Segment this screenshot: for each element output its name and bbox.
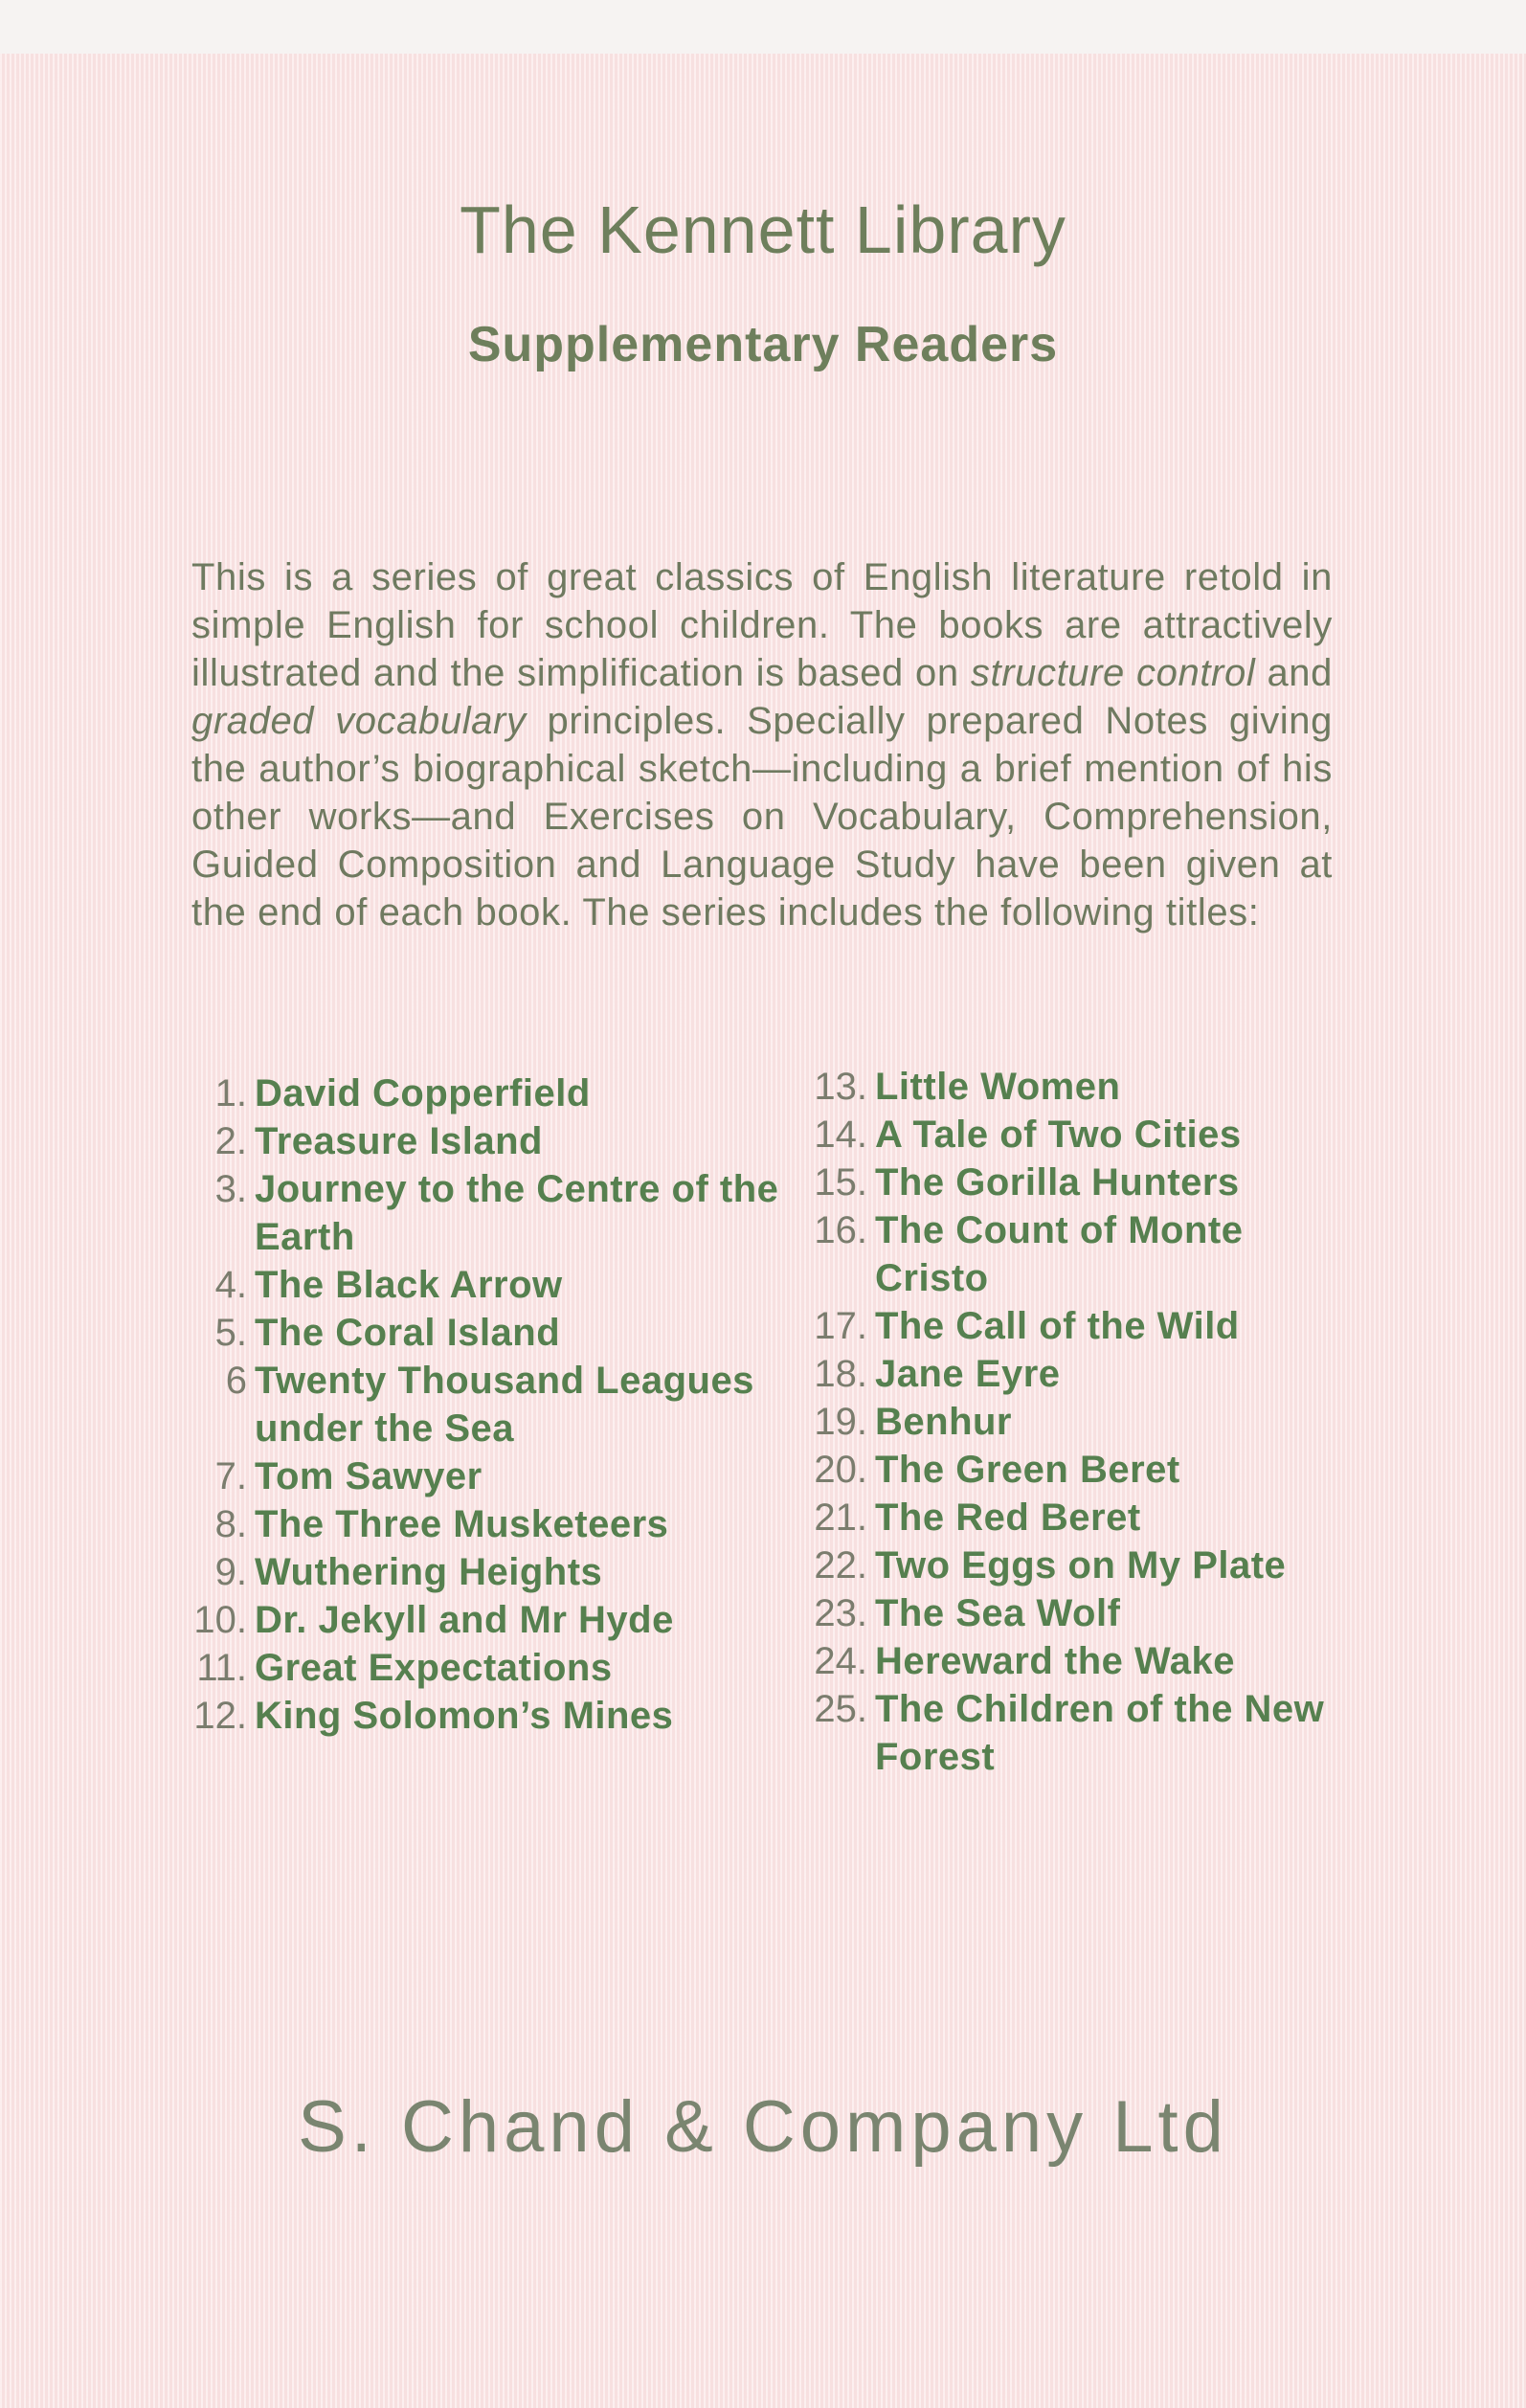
- book-title: A Tale of Two Cities: [875, 1114, 1242, 1156]
- title-number: 24.: [814, 1640, 867, 1682]
- title-list-item: [785, 1206, 1359, 1302]
- title-number: 13.: [814, 1066, 867, 1108]
- title-number: 5.: [214, 1312, 247, 1354]
- intro-paragraph: [191, 553, 1333, 936]
- book-title: The Black Arrow: [255, 1264, 563, 1306]
- title-number: 3.: [214, 1168, 247, 1210]
- title-list-item: [785, 1111, 1359, 1159]
- title-number: 1.: [214, 1072, 247, 1114]
- book-title: The Gorilla Hunters: [875, 1161, 1240, 1204]
- title-number: 22.: [814, 1544, 867, 1587]
- book-title: The Call of the Wild: [875, 1305, 1240, 1347]
- intro-text-2: and: [1255, 652, 1333, 694]
- book-title: Great Expectations: [255, 1647, 613, 1689]
- scan-top-margin: [0, 0, 1526, 54]
- book-title: Two Eggs on My Plate: [875, 1544, 1287, 1587]
- book-title: The Sea Wolf: [875, 1592, 1121, 1634]
- title-number: 10.: [193, 1599, 247, 1641]
- title-number: 21.: [814, 1497, 867, 1539]
- book-title: Jane Eyre: [875, 1353, 1061, 1395]
- book-title: The Children of the New Forest: [875, 1688, 1325, 1778]
- book-title: King Solomon’s Mines: [255, 1695, 674, 1737]
- title-list-item: [172, 1357, 785, 1452]
- series-title: The Kennett Library: [460, 192, 1066, 267]
- titles-list-right: [785, 1063, 1359, 1781]
- book-title: The Three Musketeers: [255, 1503, 669, 1545]
- title-list-item: [785, 1350, 1359, 1398]
- book-title: Tom Sawyer: [255, 1455, 482, 1497]
- book-title: Benhur: [875, 1401, 1012, 1443]
- book-title: Dr. Jekyll and Mr Hyde: [255, 1599, 674, 1641]
- title-number: 9.: [214, 1551, 247, 1593]
- book-title: Treasure Island: [255, 1120, 543, 1162]
- title-number: 23.: [814, 1592, 867, 1634]
- book-title: Journey to the Centre of the Earth: [255, 1168, 779, 1258]
- title-list-item: [785, 1542, 1359, 1589]
- title-number: 8.: [214, 1503, 247, 1545]
- title-number: 16.: [814, 1209, 867, 1251]
- book-title: The Count of Monte Cristo: [875, 1209, 1244, 1299]
- title-list-item: [172, 1548, 785, 1596]
- title-number: 25.: [814, 1688, 867, 1730]
- title-number: 15.: [814, 1161, 867, 1204]
- title-number: 18.: [814, 1353, 867, 1395]
- titles-list-left: [172, 1069, 785, 1740]
- book-title: The Red Beret: [875, 1497, 1141, 1539]
- intro-text-1: This is a series of great classics of English literature retold in simple English for school children. The books are attractively illustrated and the simplification is based on: [191, 556, 1333, 694]
- title-list-item: [785, 1494, 1359, 1542]
- book-title: The Green Beret: [875, 1449, 1180, 1491]
- title-number: 19.: [814, 1401, 867, 1443]
- title-list-item: [172, 1309, 785, 1357]
- book-title: The Coral Island: [255, 1312, 561, 1354]
- title-list-item: [785, 1446, 1359, 1494]
- title-number: 7.: [214, 1455, 247, 1497]
- title-list-item: [172, 1596, 785, 1644]
- intro-emphasis-2: graded vocabulary: [191, 700, 527, 742]
- title-list-item: [172, 1165, 785, 1261]
- title-number: 2.: [214, 1120, 247, 1162]
- title-number: 12.: [193, 1695, 247, 1737]
- title-list-item: [785, 1637, 1359, 1685]
- intro-emphasis-1: structure control: [970, 652, 1256, 694]
- title-number: 4.: [214, 1264, 247, 1306]
- book-title: Hereward the Wake: [875, 1640, 1236, 1682]
- title-list-item: [785, 1159, 1359, 1206]
- title-number: 17.: [814, 1305, 867, 1347]
- book-title: Wuthering Heights: [255, 1551, 603, 1593]
- title-number: 6: [225, 1360, 247, 1402]
- title-list-item: [172, 1069, 785, 1117]
- title-number: 14.: [814, 1114, 867, 1156]
- book-title: David Copperfield: [255, 1072, 591, 1114]
- series-subtitle: Supplementary Readers: [467, 317, 1059, 372]
- book-title: Twenty Thousand Leagues under the Sea: [255, 1360, 754, 1450]
- title-number: 20.: [814, 1449, 867, 1491]
- title-list-item: [172, 1452, 785, 1500]
- intro-text-3: principles. Specially prepared Notes giving the author’s biographical sketch—including a brief mention of his other works—and Exercises on Vocabulary, Comprehension, Guided Composition and Language Study have been given at the end of each book. The series includes the following titles:: [191, 700, 1333, 934]
- title-list-item: [785, 1398, 1359, 1446]
- title-number: 11.: [196, 1647, 247, 1689]
- book-title: Little Women: [875, 1066, 1121, 1108]
- title-list-item: [172, 1692, 785, 1740]
- title-list-item: [785, 1302, 1359, 1350]
- title-list-item: [785, 1589, 1359, 1637]
- title-list-item: [172, 1117, 785, 1165]
- title-list-item: [785, 1063, 1359, 1111]
- publisher-name: S. Chand & Company Ltd: [298, 2086, 1228, 2168]
- title-list-item: [785, 1685, 1359, 1781]
- title-list-item: [172, 1261, 785, 1309]
- title-list-item: [172, 1644, 785, 1692]
- title-list-item: [172, 1500, 785, 1548]
